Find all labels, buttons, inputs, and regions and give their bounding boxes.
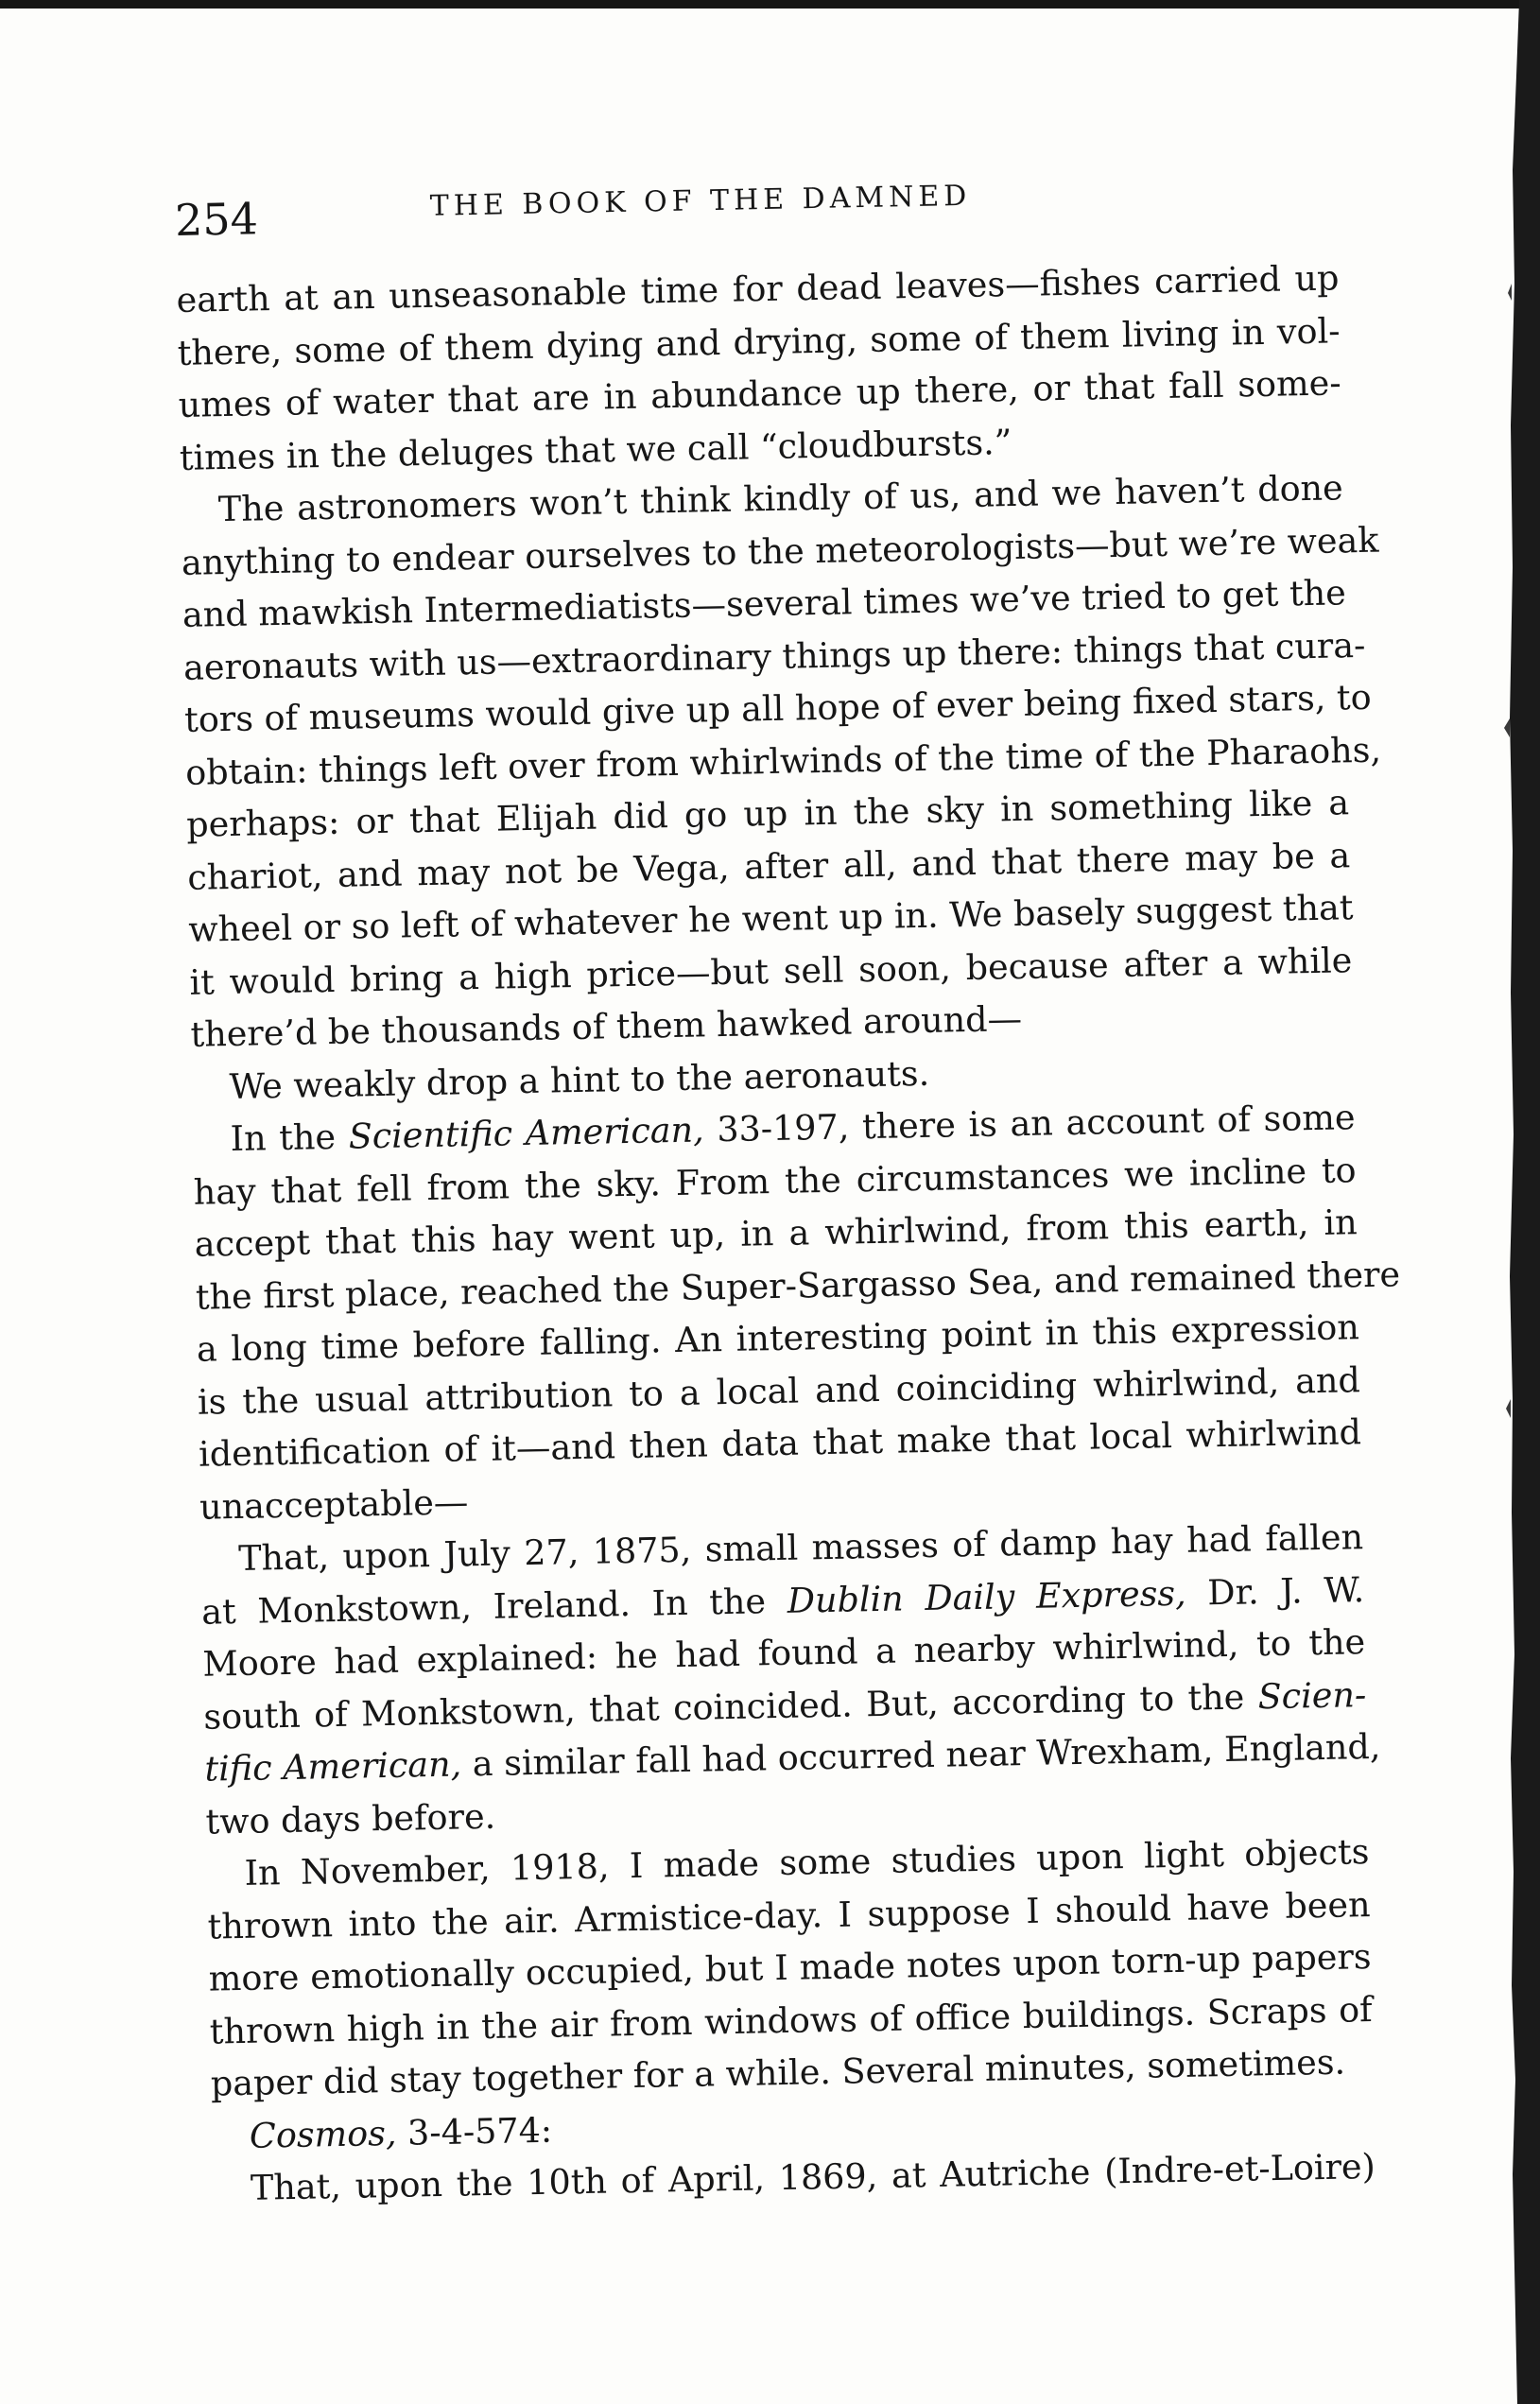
text-line: perhaps: or that Elijah did go up in the sky in something like a <box>185 782 1350 845</box>
text-line: it would bring a high price—but sell soon, because after a while <box>189 939 1353 1003</box>
text-line: and mawkish Intermediatists—several times we’ve tried to get the <box>182 572 1347 635</box>
text-line: anything to endear ourselves to the meteorologists—but we’re weak <box>181 519 1379 583</box>
text-line: identification of it—and then data that make that local whirlwind <box>198 1411 1362 1475</box>
page-text <box>174 147 1401 2215</box>
text-line: hay that fell from the sky. From the circumstances we incline to <box>193 1149 1357 1213</box>
journal-title: tific American, <box>204 1743 462 1790</box>
text-line: wheel or so left of whatever he went up in. We basely suggest that <box>188 887 1354 950</box>
text-line: thrown high in the air from windows of office buildings. Scraps of <box>209 1988 1373 2052</box>
journal-title: Cosmos, <box>249 2112 397 2156</box>
text-line: more emotionally occupied, but I made notes upon torn-up papers <box>208 1936 1372 1999</box>
text-line: two days before. <box>205 1795 496 1842</box>
journal-title: Scientific American, <box>348 1109 705 1157</box>
text-line: accept that this hay went up, in a whirlwind, from this earth, in <box>194 1202 1358 1265</box>
text-line: unacceptable— <box>199 1480 469 1528</box>
journal-title: Scien- <box>1257 1673 1367 1717</box>
page-number: 254 <box>174 193 259 246</box>
body-text <box>176 251 1401 2215</box>
text-line: obtain: things left over from whirlwinds of the time of the Pharaohs, <box>184 729 1382 793</box>
text-line: umes of water that are in abundance up there, or that fall some- <box>178 362 1341 425</box>
text-line: We weakly drop a hint to the aeronauts. <box>229 1052 930 1107</box>
text-line: there, some of them dying and drying, some of them living in vol- <box>177 309 1341 373</box>
journal-title: Dublin Daily Express, <box>787 1572 1187 1621</box>
text-line: Moore had explained: he had found a nearby whirlwind, to the <box>201 1621 1366 1685</box>
text-segment: In the <box>230 1116 350 1160</box>
text-line: thrown into the air. Armistice-day. I suppose I should have been <box>207 1883 1371 1947</box>
text-line: a long time before falling. An interesting point in this expression <box>196 1306 1360 1370</box>
text-line: times in the deluges that we call “cloudbursts.” <box>179 421 1012 478</box>
text-line: tors of museums would give up all hope of ever being fixed stars, to <box>183 676 1372 740</box>
text-line: The astronomers won’t think kindly of us, and we haven’t done <box>217 467 1344 530</box>
text-line: earth at an unseasonable time for dead leaves—fishes carried up <box>176 257 1340 320</box>
text-line: paper did stay together for a while. Several minutes, sometimes. <box>210 2041 1346 2104</box>
text-segment: 3-4-574: <box>396 2109 553 2153</box>
text-segment: 33-197, there is an account of some <box>703 1097 1356 1150</box>
text-line: the first place, reached the Super-Sargasso Sea, and remained there <box>195 1253 1401 1318</box>
text-line: That, upon the 10th of April, 1869, at Autriche (Indre-et-Loire) <box>250 2145 1376 2208</box>
book-title: THE BOOK OF THE DAMNED <box>429 179 972 223</box>
text-line: chariot, and may not be Vega, after all, and that there may be a <box>186 834 1351 898</box>
text-line: aeronauts with us—extraordinary things up there: things that cura- <box>182 624 1366 688</box>
text-line: That, upon July 27, 1875, small masses of damp hay had fallen <box>237 1516 1364 1579</box>
text-segment: a similar fall had occurred near Wrexham, England, <box>460 1725 1381 1785</box>
text-line: there’d be thousands of them hawked around— <box>190 997 1023 1055</box>
scan-right-edge <box>1483 0 1540 2404</box>
scan-top-edge <box>0 0 1540 9</box>
text-segment: at Monkstown, Ireland. In the <box>200 1580 788 1633</box>
text-line: is the usual attribution to a local and coinciding whirlwind, and <box>197 1358 1361 1423</box>
text-segment: south of Monkstown, that coincided. But, according to the <box>202 1675 1259 1738</box>
text-line: In November, 1918, I made some studies upon light objects <box>244 1831 1370 1894</box>
text-segment: Dr. J. W. <box>1185 1568 1365 1614</box>
